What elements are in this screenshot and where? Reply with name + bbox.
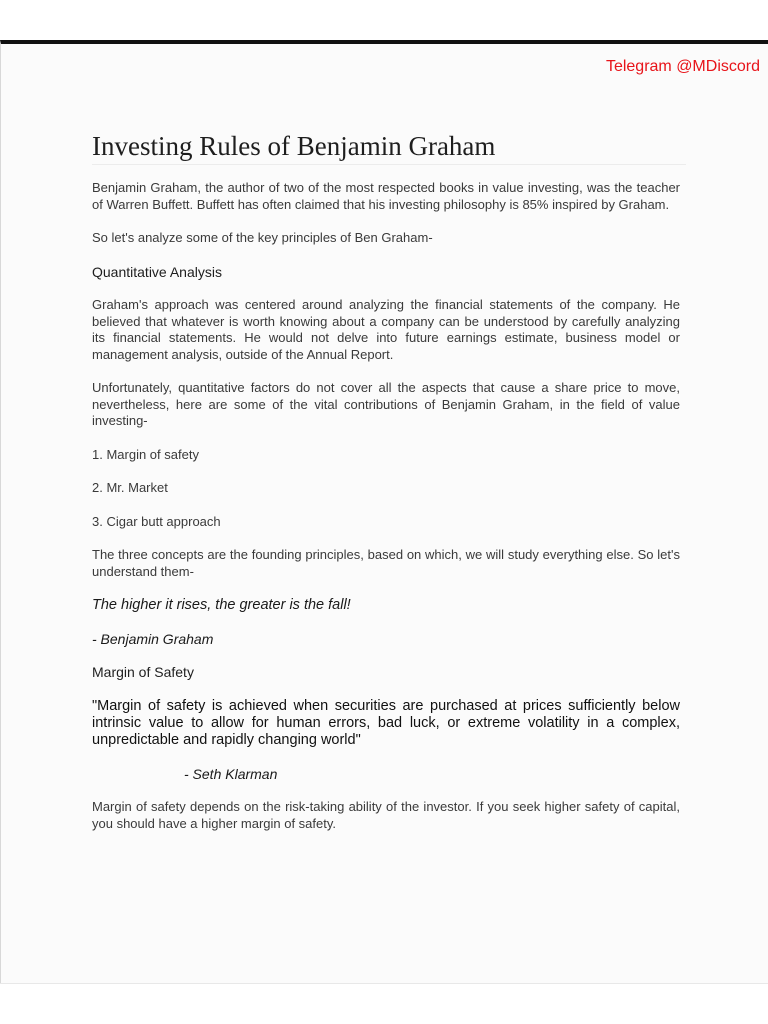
list-item: 1. Margin of safety bbox=[92, 446, 199, 462]
quant-paragraph-1: Graham's approach was centered around analyzing the financial statements of the company. He believed that whatever is worth knowing about a company can be understood by carefully analyzing its financial statements. He would not delve into future earnings estimate, business model or management analysis, outside of the Annual Report. bbox=[92, 297, 680, 362]
klarman-quote-author: - Seth Klarman bbox=[184, 765, 278, 782]
list-item: 2. Mr. Market bbox=[92, 480, 168, 495]
page-title: Investing Rules of Benjamin Graham bbox=[92, 131, 686, 165]
margin-paragraph: Margin of safety depends on the risk-taking ability of the investor. If you seek higher safety of capital, you should have a higher margin of safety. bbox=[92, 799, 680, 831]
section-heading-quantitative: Quantitative Analysis bbox=[92, 263, 222, 280]
klarman-quote: "Margin of safety is achieved when securities are purchased at prices sufficiently below intrinsic value to allow for human errors, bad luck, or extreme volatility in a complex, unpredictable and rapidly changing world" bbox=[92, 697, 680, 748]
graham-quote-author: - Benjamin Graham bbox=[92, 630, 214, 647]
section-heading-margin-of-safety: Margin of Safety bbox=[92, 664, 194, 680]
telegram-watermark: Telegram @MDiscord bbox=[605, 58, 760, 75]
document-body bbox=[92, 180, 680, 832]
quant-paragraph-2: Unfortunately, quantitative factors do not cover all the aspects that cause a share price to move, nevertheless, here are some of the vital contributions of Benjamin Graham, in the field of value investing- bbox=[92, 380, 680, 428]
intro-paragraph: Benjamin Graham, the author of two of the most respected books in value investing, was the teacher of Warren Buffett. Buffett has often claimed that his investing philosophy is 85% inspired by Graham. bbox=[92, 180, 680, 212]
concepts-paragraph: The three concepts are the founding principles, based on which, we will study everything else. So let's understand them- bbox=[92, 547, 680, 579]
graham-quote: The higher it rises, the greater is the fall! bbox=[92, 597, 351, 613]
page-bottom-edge bbox=[0, 983, 768, 984]
list-item: 3. Cigar butt approach bbox=[92, 513, 221, 529]
lead-paragraph: So let's analyze some of the key principles of Ben Graham- bbox=[92, 230, 433, 245]
